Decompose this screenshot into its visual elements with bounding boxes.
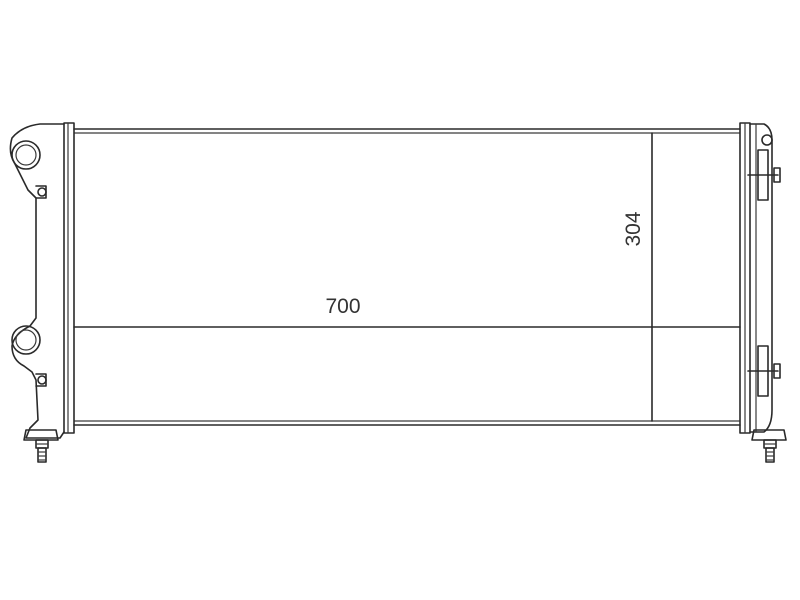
left-tank (10, 123, 74, 438)
radiator-core (74, 129, 740, 425)
width-dimension (74, 295, 740, 327)
left-lower-bracket (36, 374, 46, 386)
height-dimension (622, 133, 652, 421)
left-top-bracket (36, 186, 46, 198)
left-mount-pin (24, 430, 58, 462)
width-dimension-label: 700 (325, 295, 361, 318)
height-dimension-label: 304 (622, 211, 645, 247)
right-mount-pin (752, 430, 786, 462)
right-lower-fitting (748, 346, 780, 396)
left-top-inlet (12, 141, 40, 169)
left-lower-outlet (12, 326, 40, 354)
right-top-fitting (748, 135, 780, 200)
